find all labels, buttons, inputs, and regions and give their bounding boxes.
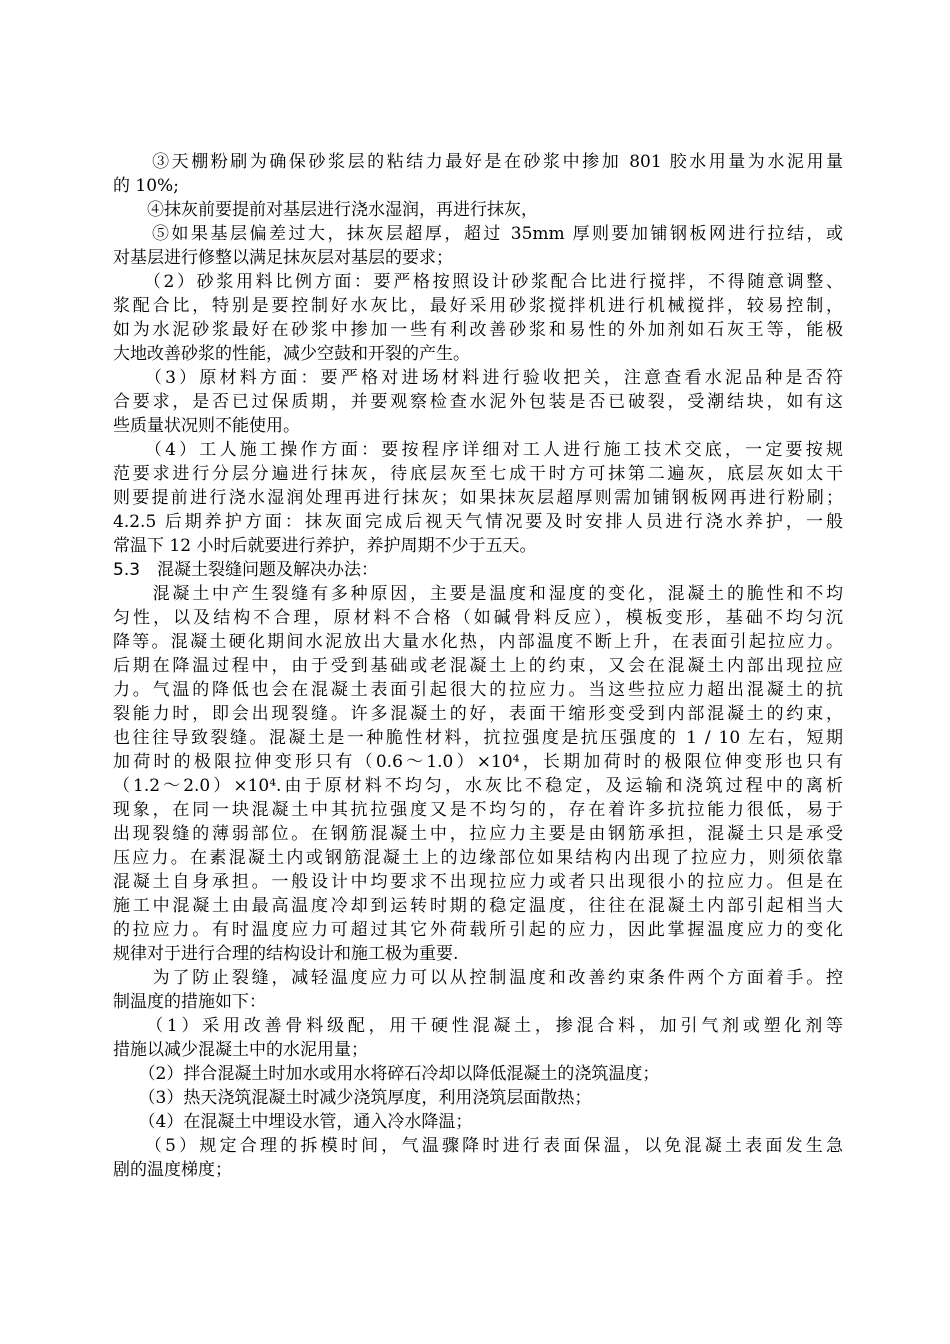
paragraph-line: 措施以减少混凝土中的水泥用量； [113,1040,368,1060]
paragraph-line: 混凝土中产生裂缝有多种原因，主要是温度和湿度的变化，混凝土的脆性和不均 [113,584,843,604]
paragraph-line: 混凝土自身承担。一般设计中均要求不出现拉应力或者只出现很小的拉应力。但是在 [113,872,843,892]
paragraph-line: 则要提前进行浇水湿润处理再进行抹灰；如果抹灰层超厚则需加铺钢板网再进行粉刷； [113,488,843,508]
paragraph-line: ③天棚粉刷为确保砂浆层的粘结力最好是在砂浆中掺加 801 胶水用量为水泥用量 [113,152,843,172]
paragraph-line: 对基层进行修整以满足抹灰层对基层的要求； [113,248,453,268]
paragraph-line: 现象，在同一块混凝土中其抗拉强度又是不均匀的，存在着许多抗拉能力很低，易于 [113,800,843,820]
paragraph-line: （2）拌合混凝土时加水或用水将碎石冷却以降低混凝土的浇筑温度； [113,1064,660,1084]
paragraph-line: （4）工人施工操作方面：要按程序详细对工人进行施工技术交底，一定要按规 [113,440,843,460]
paragraph-line: 的拉应力。有时温度应力可超过其它外荷载所引起的应力，因此掌握温度应力的变化 [113,920,843,940]
paragraph-line: 4.2.5 后期养护方面：抹灰面完成后视天气情况要及时安排人员进行浇水养护，一般 [113,512,843,532]
paragraph-line: 浆配合比，特别是要控制好水灰比，最好采用砂浆搅拌机进行机械搅拌，较易控制， [113,296,843,316]
paragraph-line: （1.2～2.0）×10⁴.由于原材料不均匀，水灰比不稳定，及运输和浇筑过程中的离析 [113,776,843,796]
paragraph-line: 也往往导致裂缝。混凝土是一种脆性材料，抗拉强度是抗压强度的 1 / 10 左右，短期 [113,728,843,748]
paragraph-line: 加荷时的极限拉伸变形只有（0.6～1.0）×10⁴，长期加荷时的极限位伸变形也只有 [113,752,843,772]
paragraph-line: 出现裂缝的薄弱部位。在钢筋混凝土中，拉应力主要是由钢筋承担，混凝土只是承受 [113,824,843,844]
paragraph-line: 施工中混凝土由最高温度冷却到运转时期的稳定温度，往往在混凝土内部引起相当大 [113,896,843,916]
paragraph-line: 些质量状况则不能使用。 [113,416,300,436]
paragraph-line: 降等。混凝土硬化期间水泥放出大量水化热，内部温度不断上升，在表面引起拉应力。 [113,632,843,652]
paragraph-line: ④抹灰前要提前对基层进行浇水湿润，再进行抹灰， [113,200,538,220]
paragraph-line: 裂能力时，即会出现裂缝。许多混凝土的好，表面干缩形变受到内部混凝土的约束， [113,704,843,724]
paragraph-line: 为了防止裂缝，减轻温度应力可以从控制温度和改善约束条件两个方面着手。控 [113,968,843,988]
paragraph-line: 后期在降温过程中，由于受到基础或老混凝土上的约束，又会在混凝土内部出现拉应 [113,656,843,676]
paragraph-line: 合要求，是否已过保质期，并要观察检查水泥外包装是否已破裂，受潮结块，如有这 [113,392,843,412]
paragraph-line: （3）原材料方面：要严格对进场材料进行验收把关，注意查看水泥品种是否符 [113,368,843,388]
paragraph-line: 大地改善砂浆的性能，减少空鼓和开裂的产生。 [113,344,470,364]
paragraph-line: （1）采用改善骨料级配，用干硬性混凝土，掺混合料，加引气剂或塑化剂等 [113,1016,843,1036]
paragraph-line: 剧的温度梯度； [113,1160,232,1180]
paragraph-line: 制温度的措施如下： [113,992,266,1012]
paragraph-line: （5）规定合理的拆模时间，气温骤降时进行表面保温，以免混凝土表面发生急 [113,1136,843,1156]
paragraph-line: 常温下 12 小时后就要进行养护，养护周期不少于五天。 [113,536,537,556]
paragraph-line: （2）砂浆用料比例方面：要严格按照设计砂浆配合比进行搅拌，不得随意调整、 [113,272,843,292]
paragraph-line: 的 10%; [113,176,179,196]
paragraph-line: （3）热天浇筑混凝土时减少浇筑厚度，利用浇筑层面散热； [113,1088,592,1108]
paragraph-line: 力。气温的降低也会在混凝土表面引起很大的拉应力。当这些拉应力超出混凝土的抗 [113,680,843,700]
paragraph-line: 规律对于进行合理的结构设计和施工极为重要. [113,944,459,964]
paragraph-line: 匀性，以及结构不合理，原材料不合格（如碱骨料反应），模板变形，基础不均匀沉 [113,608,843,628]
section-heading: 5.3 混凝土裂缝问题及解决办法： [113,560,379,580]
paragraph-line: （4）在混凝土中埋设水管，通入冷水降温； [113,1112,473,1132]
paragraph-line: 压应力。在素混凝土内或钢筋混凝土上的边缘部位如果结构内出现了拉应力，则须依靠 [113,848,843,868]
paragraph-line: ⑤如果基层偏差过大，抹灰层超厚，超过 35mm 厚则要加铺钢板网进行拉结，或 [113,224,843,244]
paragraph-line: 如为水泥砂浆最好在砂浆中掺加一些有利改善砂浆和易性的外加剂如石灰王等，能极 [113,320,843,340]
paragraph-line: 范要求进行分层分遍进行抹灰，待底层灰至七成干时方可抹第二遍灰，底层灰如太干 [113,464,843,484]
